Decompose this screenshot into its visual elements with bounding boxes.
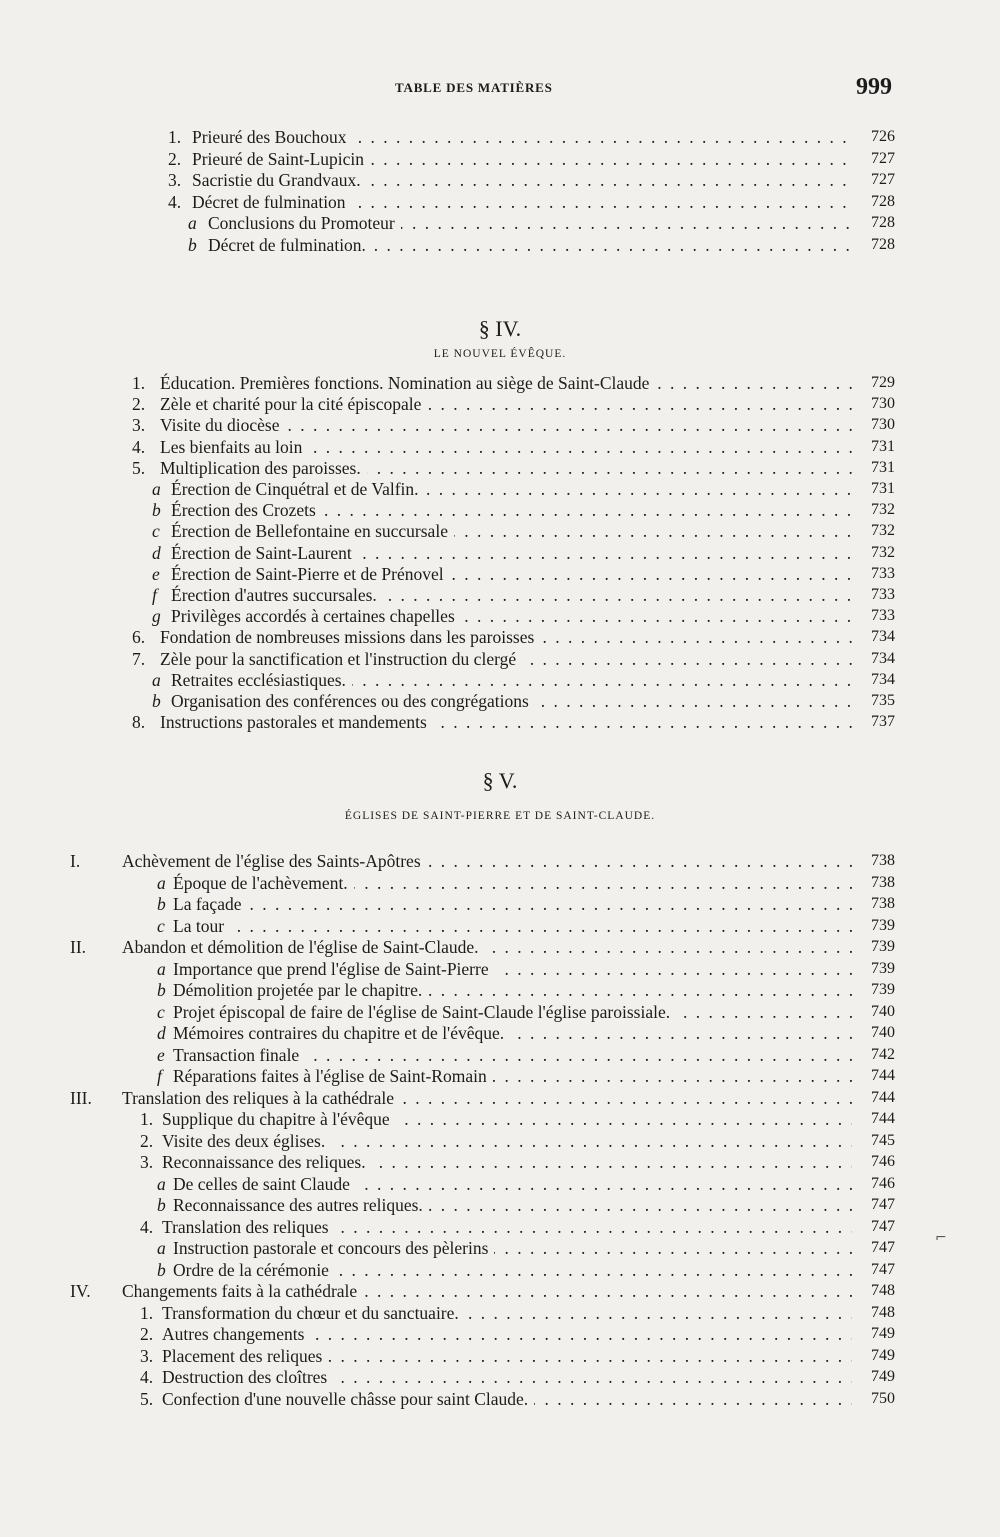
- toc-entry-title: Reconnaissance des reliques.: [162, 1152, 372, 1172]
- toc-entry-label: a: [157, 1238, 166, 1258]
- section-subtitle-v: ÉGLISES DE SAINT-PIERRE ET DE SAINT-CLAUDE.: [344, 810, 656, 822]
- toc-entry-page: 738: [871, 895, 895, 912]
- toc-entry-page: 739: [871, 938, 895, 955]
- toc-entry-title: Multiplication des paroisses.: [160, 458, 367, 478]
- toc-entry-title: Changements faits à la cathédrale: [122, 1281, 363, 1301]
- toc-entry: [0, 563, 1000, 585]
- toc-entry: [0, 542, 1000, 564]
- toc-entry-title: Visite du diocèse: [160, 415, 285, 435]
- toc-entry-label: 1.: [140, 1109, 154, 1129]
- toc-entry-title: Fondation de nombreuses missions dans les paroisses: [160, 627, 540, 647]
- toc-entry-title: Éducation. Premières fonctions. Nomination au siège de Saint-Claude: [160, 373, 655, 393]
- toc-entry: [0, 212, 1000, 234]
- toc-entry-label: 6.: [132, 627, 146, 648]
- toc-entry: [0, 669, 1000, 691]
- toc-entry-page: 742: [871, 1045, 895, 1063]
- toc-entry-page: 730: [871, 395, 895, 413]
- toc-entry: [0, 584, 1000, 606]
- toc-entry: [0, 1151, 1000, 1173]
- toc-entry-title: Autres changements: [162, 1324, 310, 1344]
- toc-entry: [0, 915, 1000, 937]
- toc-entry-label: 4.: [140, 1216, 154, 1237]
- toc-entry-label: 3.: [140, 1152, 154, 1172]
- toc-entry-page: 740: [871, 1024, 895, 1041]
- toc-entry-label: 3.: [168, 170, 182, 190]
- toc-entry: [0, 191, 1000, 213]
- toc-entry-label: b: [157, 1195, 166, 1215]
- toc-entry: [0, 372, 1000, 394]
- toc-entry-title: Supplique du chapitre à l'évêque: [162, 1109, 396, 1129]
- toc-entry-page: 734: [871, 628, 895, 646]
- toc-entry: [0, 499, 1000, 521]
- toc-entry: [0, 1022, 1000, 1044]
- toc-entry-title: Érection d'autres succursales.: [171, 585, 383, 605]
- toc-entry-page: 732: [871, 543, 895, 561]
- toc-entry-page: 739: [871, 981, 895, 998]
- toc-entry-label: e: [157, 1044, 165, 1065]
- toc-entry: [0, 1388, 1000, 1410]
- toc-entry-page: 730: [871, 416, 895, 434]
- toc-entry-roman: IV.: [70, 1281, 91, 1301]
- toc-entry-label: 1.: [168, 127, 182, 147]
- toc-entry-page: 746: [871, 1153, 895, 1170]
- toc-entry-label: a: [157, 1173, 166, 1194]
- toc-entry: [0, 1345, 1000, 1367]
- toc-entry-title: Destruction des cloîtres: [162, 1367, 333, 1387]
- toc-entry-page: 747: [871, 1239, 895, 1256]
- toc-entry-page: 734: [871, 649, 895, 667]
- toc-entry-label: d: [152, 542, 161, 563]
- toc-entry-page: 738: [871, 852, 895, 869]
- toc-entry-label: 8.: [132, 712, 146, 733]
- toc-entry-title: Confection d'une nouvelle châsse pour saint Claude.: [162, 1389, 534, 1409]
- toc-entry-label: a: [188, 213, 197, 233]
- toc-entry-title: Abandon et démolition de l'église de Saint-Claude.: [122, 937, 484, 957]
- toc-entry-page: 731: [871, 437, 895, 455]
- toc-entry-page: 727: [871, 171, 895, 188]
- toc-entry-page: 732: [871, 522, 895, 540]
- toc-entry: [0, 1366, 1000, 1388]
- toc-entry-page: 744: [871, 1067, 895, 1084]
- toc-entry-label: b: [157, 1259, 166, 1280]
- toc-entry-title: Transformation du chœur et du sanctuaire.: [162, 1303, 465, 1323]
- toc-entry-label: 3.: [140, 1345, 154, 1366]
- toc-entry-title: Privilèges accordés à certaines chapelles: [171, 606, 461, 626]
- toc-entry-page: 728: [871, 214, 895, 231]
- toc-entry-title: Reconnaissance des autres reliques.: [173, 1195, 429, 1215]
- toc-entry-label: 2.: [168, 148, 182, 169]
- toc-entry-title: Projet épiscopal de faire de l'église de Saint-Claude l'église paroissiale.: [173, 1002, 676, 1022]
- toc-entry-label: 2.: [132, 394, 146, 415]
- toc-entry-page: 748: [871, 1303, 895, 1321]
- toc-entry-title: Transaction finale: [173, 1045, 305, 1065]
- toc-entry-title: Prieuré des Bouchoux: [192, 127, 353, 147]
- toc-entry-page: 747: [871, 1260, 895, 1278]
- toc-entry-page: 734: [871, 670, 895, 688]
- toc-entry: [0, 1173, 1000, 1195]
- toc-entry-title: Érection de Saint-Pierre et de Prénovel: [171, 564, 450, 584]
- toc-entry-title: Placement des reliques: [162, 1346, 328, 1366]
- toc-entry: [0, 436, 1000, 458]
- toc-entry-title: Instruction pastorale et concours des pèlerins: [173, 1238, 494, 1258]
- toc-entry: [0, 1259, 1000, 1281]
- toc-entry-page: 737: [871, 713, 895, 731]
- toc-entry: [0, 478, 1000, 500]
- toc-entry-page: 728: [871, 192, 895, 210]
- toc-entry: [0, 872, 1000, 894]
- toc-entry-label: a: [152, 479, 161, 499]
- toc-entry-title: De celles de saint Claude: [173, 1174, 356, 1194]
- toc-entry-label: c: [157, 915, 165, 936]
- toc-entry: [0, 169, 1000, 191]
- toc-entry: [0, 1001, 1000, 1023]
- toc-entry-label: b: [157, 980, 166, 1000]
- section-heading-v: § V.: [482, 768, 518, 793]
- toc-entry: [0, 1216, 1000, 1238]
- toc-entry-page: 740: [871, 1002, 895, 1020]
- toc-entry: [0, 850, 1000, 872]
- toc-entry-title: Érection de Bellefontaine en succursale: [171, 521, 454, 541]
- toc-entry-page: 748: [871, 1282, 895, 1299]
- toc-entry-label: 7.: [132, 648, 146, 669]
- toc-entry-title: Érection de Saint-Laurent: [171, 543, 358, 563]
- toc-entry-page: 749: [871, 1368, 895, 1385]
- toc-entry: [0, 1194, 1000, 1216]
- toc-entry-title: Démolition projetée par le chapitre.: [173, 980, 428, 1000]
- toc-entry: [0, 1130, 1000, 1152]
- toc-entry-page: 747: [871, 1196, 895, 1213]
- toc-entry-label: a: [157, 872, 166, 893]
- toc-entry-page: 749: [871, 1346, 895, 1364]
- toc-entry: [0, 520, 1000, 542]
- toc-entry-page: 727: [871, 149, 895, 167]
- toc-entry-page: 733: [871, 607, 895, 625]
- toc-entry-label: b: [188, 234, 197, 255]
- toc-entry-page: 726: [871, 128, 895, 145]
- toc-entry-roman: II.: [70, 937, 87, 957]
- toc-entry: [0, 1323, 1000, 1345]
- toc-entry-label: g: [152, 606, 161, 627]
- toc-entry-label: 5.: [140, 1388, 154, 1409]
- toc-entry-page: 738: [871, 873, 895, 891]
- toc-entry-title: Organisation des conférences ou des congrégations: [171, 691, 535, 711]
- toc-entry-title: La tour: [173, 916, 230, 936]
- toc-entry: [0, 126, 1000, 148]
- toc-entry: [0, 148, 1000, 170]
- toc-entry-roman: III.: [70, 1087, 92, 1108]
- toc-entry: [0, 893, 1000, 915]
- toc-entry: [0, 1044, 1000, 1066]
- toc-entry-page: 746: [871, 1174, 895, 1192]
- toc-entry-page: 731: [871, 458, 895, 476]
- toc-entry-title: Achèvement de l'église des Saints-Apôtres: [122, 851, 427, 871]
- toc-entry: [0, 414, 1000, 436]
- toc-entry-title: La façade: [173, 894, 247, 914]
- toc-entry: [0, 979, 1000, 1001]
- toc-entry-label: 1.: [132, 373, 146, 393]
- toc-entry-label: f: [152, 585, 157, 605]
- toc-entry-page: 733: [871, 586, 895, 603]
- toc-entry: [0, 626, 1000, 648]
- toc-entry-page: 739: [871, 959, 895, 977]
- toc-entry-page: 728: [871, 235, 895, 253]
- toc-entry-label: 3.: [132, 415, 146, 436]
- toc-entry: [0, 1302, 1000, 1324]
- toc-entry-title: Importance que prend l'église de Saint-Pierre: [173, 959, 495, 979]
- toc-entry-title: Mémoires contraires du chapitre et de l'évêque.: [173, 1023, 510, 1043]
- toc-entry-title: Époque de l'achèvement.: [173, 873, 354, 893]
- toc-entry-page: 731: [871, 480, 895, 497]
- toc-entry: [0, 234, 1000, 256]
- toc-entry: [0, 690, 1000, 712]
- toc-entry-title: Réparations faites à l'église de Saint-Romain: [173, 1066, 493, 1086]
- toc-entry-label: a: [152, 669, 161, 690]
- toc-entry: [0, 457, 1000, 479]
- running-head: [0, 74, 1000, 104]
- toc-entry: [0, 936, 1000, 958]
- toc-entry-title: Sacristie du Grandvaux.: [192, 170, 367, 190]
- toc-entry-label: e: [152, 563, 160, 584]
- toc-entry-label: 4.: [140, 1367, 154, 1387]
- toc-entry-title: Instructions pastorales et mandements: [160, 712, 433, 732]
- toc-entry-page: 744: [871, 1088, 895, 1106]
- toc-entry-label: a: [157, 958, 166, 979]
- toc-entry-title: Conclusions du Promoteur: [208, 213, 401, 233]
- toc-entry-page: 733: [871, 564, 895, 582]
- page-number: 999: [856, 74, 892, 100]
- toc-entry-title: Retraites ecclésiastiques.: [171, 670, 352, 690]
- toc-entry-page: 749: [871, 1325, 895, 1342]
- running-head-title: TABLE DES MATIÈRES: [395, 80, 553, 95]
- toc-entry-title: Décret de fulmination: [192, 192, 352, 212]
- toc-entry-label: c: [152, 521, 160, 542]
- toc-entry: [0, 1087, 1000, 1109]
- margin-mark: ⌐: [935, 1230, 947, 1246]
- toc-entry-label: 2.: [140, 1324, 154, 1344]
- section-subtitle-iv: LE NOUVEL ÉVÊQUE.: [433, 348, 567, 360]
- toc-entry: [0, 1065, 1000, 1087]
- toc-entry-title: Visite des deux églises.: [162, 1131, 331, 1151]
- toc-entry: [0, 605, 1000, 627]
- toc-entry-page: 744: [871, 1110, 895, 1127]
- toc-entry-label: 1.: [140, 1302, 154, 1323]
- toc-entry-label: b: [157, 894, 166, 914]
- toc-entry-label: 5.: [132, 457, 146, 478]
- toc-entry-title: Les bienfaits au loin: [160, 437, 308, 457]
- toc-entry-title: Prieuré de Saint-Lupicin: [192, 149, 370, 169]
- toc-entry: [0, 1108, 1000, 1130]
- toc-entry-title: Translation des reliques à la cathédrale: [122, 1088, 400, 1108]
- toc-entry: [0, 1237, 1000, 1259]
- toc-entry: [0, 958, 1000, 980]
- toc-entry-label: 4.: [132, 436, 146, 457]
- toc-entry: [0, 648, 1000, 670]
- toc-entry-page: 732: [871, 501, 895, 519]
- toc-entry-title: Zèle et charité pour la cité épiscopale: [160, 394, 427, 414]
- toc-entry-title: Érection des Crozets: [171, 500, 322, 520]
- toc-entry: [0, 393, 1000, 415]
- toc-entry-page: 750: [871, 1389, 895, 1407]
- toc-entry-page: 747: [871, 1217, 895, 1235]
- toc-entry-label: 4.: [168, 191, 182, 212]
- toc-entry-title: Décret de fulmination.: [208, 235, 372, 255]
- toc-entry-label: b: [152, 691, 161, 711]
- toc-entry-page: 735: [871, 692, 895, 709]
- toc-entry-title: Ordre de la cérémonie: [173, 1260, 335, 1280]
- toc-entry-label: c: [157, 1001, 165, 1022]
- toc-entry-label: b: [152, 500, 161, 521]
- toc-entry-label: d: [157, 1023, 166, 1043]
- toc-entry-page: 729: [871, 374, 895, 391]
- toc-entry-title: Translation des reliques: [162, 1217, 335, 1237]
- toc-entry-page: 739: [871, 916, 895, 934]
- toc-entry-title: Érection de Cinquétral et de Valfin.: [171, 479, 425, 499]
- toc-entry: [0, 1280, 1000, 1302]
- toc-entry: [0, 711, 1000, 733]
- toc-entry-label: f: [157, 1066, 162, 1086]
- section-heading-iv: § IV.: [478, 316, 522, 341]
- toc-entry-page: 745: [871, 1131, 895, 1149]
- toc-entry-label: 2.: [140, 1130, 154, 1151]
- toc-entry-roman: I.: [70, 851, 81, 871]
- toc-entry-title: Zèle pour la sanctification et l'instruction du clergé: [160, 649, 522, 669]
